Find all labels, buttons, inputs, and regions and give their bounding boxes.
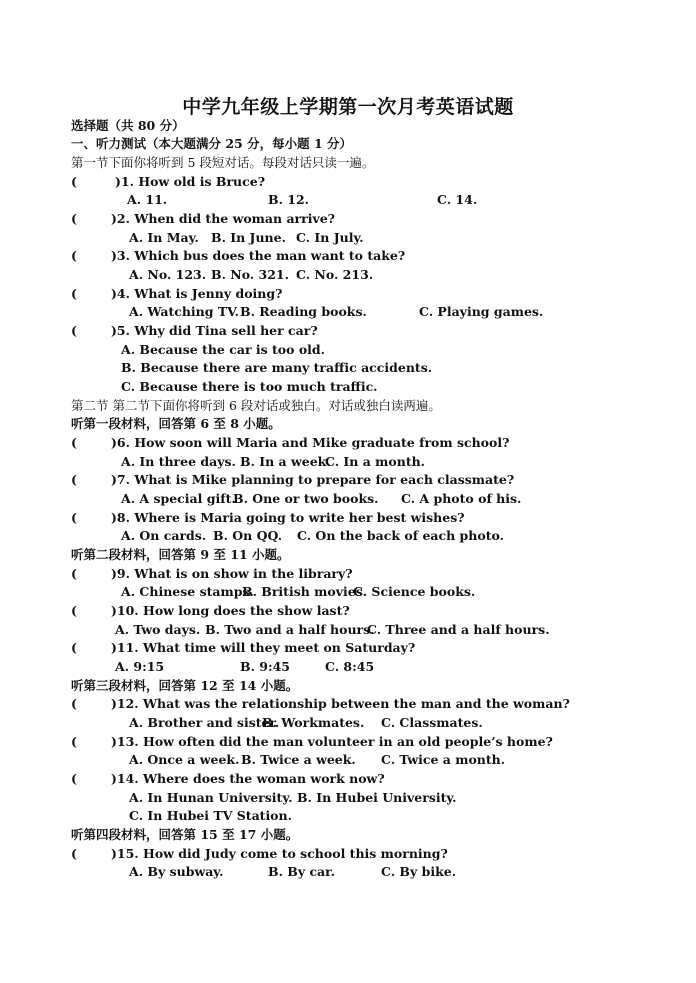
option-b: B. No. 321.: [211, 267, 289, 282]
option-c: C. Playing games.: [419, 304, 544, 319]
answer-blank: (: [71, 510, 77, 525]
question-7: [71, 471, 514, 489]
question-text: )7. What is Mike planning to prepare for each classmate?: [111, 472, 515, 487]
question-text: )14. Where does the woman work now?: [111, 771, 385, 786]
option-a: A. By subway.: [129, 864, 224, 879]
option-b: B. 12.: [268, 192, 310, 207]
option-c: C. By bike.: [381, 864, 457, 879]
answer-blank: (: [71, 323, 77, 338]
question-15: [71, 845, 448, 863]
answer-blank: (: [71, 603, 77, 618]
answer-blank: (: [71, 696, 77, 711]
option-b: B. Because there are many traffic accidents.: [121, 360, 433, 375]
option-a: A. Brother and sister.: [129, 715, 280, 730]
option-c: C. Classmates.: [381, 715, 483, 730]
option-a: A. In Hunan University.: [129, 790, 293, 805]
option-c: C. 8:45: [325, 659, 375, 674]
option-b: B. Workmates.: [262, 715, 365, 730]
material-1-heading: 听第一段材料，回答第 6 至 8 小题。: [71, 416, 281, 431]
section-1-instruction: 第一节下面你将听到 5 段短对话。每段对话只读一遍。: [71, 155, 375, 170]
question-text: )1. How old is Bruce?: [115, 174, 266, 189]
option-a: A. In May.: [129, 230, 199, 245]
option-a: A. Watching TV.: [129, 304, 240, 319]
question-text: )13. How often did the man volunteer in an old people’s home?: [111, 734, 553, 749]
question-12: [71, 695, 570, 713]
material-4-heading: 听第四段材料，回答第 15 至 17 小题。: [71, 827, 299, 842]
option-c: C. In a month.: [325, 454, 426, 469]
option-b: B. Reading books.: [240, 304, 367, 319]
option-b: B. British movies.: [242, 584, 368, 599]
question-text: )12. What was the relationship between the man and the woman?: [111, 696, 570, 711]
option-b: B. 9:45: [240, 659, 290, 674]
option-b: B. On QQ.: [213, 528, 283, 543]
section-2-instruction: 第二节 第二节下面你将听到 6 段对话或独白。对话或独白读两遍。: [71, 398, 441, 413]
material-3-heading: 听第三段材料，回答第 12 至 14 小题。: [71, 678, 299, 693]
option-c: C. On the back of each photo.: [297, 528, 504, 543]
answer-blank: (: [71, 734, 77, 749]
question-text: )10. How long does the show last?: [111, 603, 350, 618]
option-a: A. 11.: [127, 192, 168, 207]
option-b: B. By car.: [268, 864, 335, 879]
answer-blank: (: [71, 771, 77, 786]
question-13: [71, 733, 553, 751]
question-4: [71, 285, 282, 303]
option-b: B. In Hubei University.: [297, 790, 457, 805]
question-text: )2. When did the woman arrive?: [111, 211, 336, 226]
question-text: )6. How soon will Maria and Mike graduate from school?: [111, 435, 510, 450]
option-a: A. Chinese stamps.: [121, 584, 254, 599]
option-b: B. In a week.: [240, 454, 331, 469]
question-5: [71, 322, 318, 340]
question-text: )5. Why did Tina sell her car?: [111, 323, 318, 338]
option-a: A. A special gift.: [121, 491, 236, 506]
option-a: A. 9:15: [115, 659, 165, 674]
question-8: [71, 509, 465, 527]
option-c: C. 14.: [437, 192, 478, 207]
question-11: [71, 639, 415, 657]
option-a: A. In three days.: [121, 454, 236, 469]
option-c: C. Because there is too much traffic.: [121, 379, 378, 394]
option-c: C. Twice a month.: [381, 752, 506, 767]
question-2: [71, 210, 335, 228]
option-a: A. On cards.: [121, 528, 207, 543]
question-text: )3. Which bus does the man want to take?: [111, 248, 406, 263]
option-c: C. In July.: [296, 230, 364, 245]
option-b: B. Two and a half hours.: [205, 622, 375, 637]
option-b: B. Twice a week.: [241, 752, 356, 767]
answer-blank: (: [71, 174, 77, 189]
answer-blank: (: [71, 435, 77, 450]
question-1: [71, 173, 265, 191]
answer-blank: (: [71, 286, 77, 301]
option-a: A. Because the car is too old.: [121, 342, 325, 357]
question-text: )8. Where is Maria going to write her best wishes?: [111, 510, 465, 525]
question-text: )4. What is Jenny doing?: [111, 286, 283, 301]
option-c: C. Science books.: [353, 584, 476, 599]
answer-blank: (: [71, 640, 77, 655]
option-a: A. No. 123.: [129, 267, 207, 282]
option-c: C. Three and a half hours.: [367, 622, 550, 637]
question-10: [71, 602, 350, 620]
section-choice-heading: 选择题（共 80 分）: [71, 118, 185, 133]
answer-blank: (: [71, 211, 77, 226]
question-text: )9. What is on show in the library?: [111, 566, 353, 581]
option-c: C. A photo of his.: [401, 491, 522, 506]
option-b: B. One or two books.: [233, 491, 379, 506]
question-text: )15. How did Judy come to school this morning?: [111, 846, 448, 861]
question-9: [71, 565, 353, 583]
question-3: [71, 247, 405, 265]
listening-part-heading: 一、听力测试（本大题满分 25 分，每小题 1 分）: [71, 136, 353, 151]
option-b: B. In June.: [211, 230, 286, 245]
answer-blank: (: [71, 248, 77, 263]
option-c: C. In Hubei TV Station.: [129, 808, 292, 823]
option-a: A. Two days.: [115, 622, 201, 637]
exam-title: 中学九年级上学期第一次月考英语试题: [182, 96, 514, 118]
answer-blank: (: [71, 472, 77, 487]
option-c: C. No. 213.: [296, 267, 374, 282]
question-6: [71, 434, 509, 452]
answer-blank: (: [71, 566, 77, 581]
question-14: [71, 770, 385, 788]
option-a: A. Once a week.: [129, 752, 240, 767]
material-2-heading: 听第二段材料，回答第 9 至 11 小题。: [71, 547, 290, 562]
answer-blank: (: [71, 846, 77, 861]
question-text: )11. What time will they meet on Saturday?: [111, 640, 416, 655]
